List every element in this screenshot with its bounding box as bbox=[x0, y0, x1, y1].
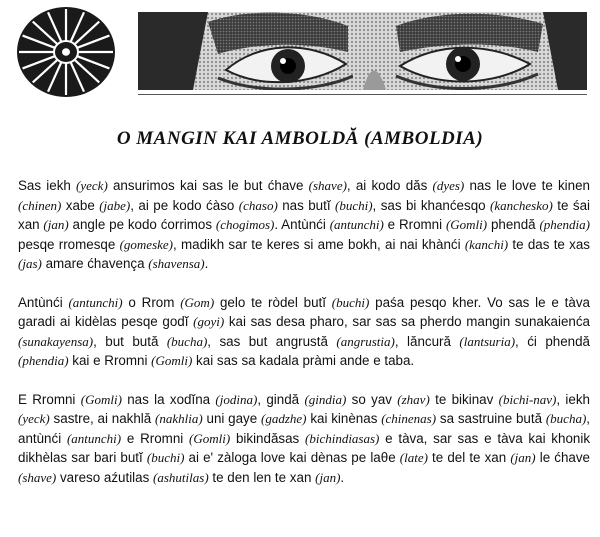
text-run: kai sas desa pharo, sar sas sa pherdo mangin sunakaienća bbox=[224, 314, 590, 329]
pronunciation-note: (jabe) bbox=[99, 197, 131, 213]
pronunciation-note: (Gomli) bbox=[80, 391, 122, 407]
pronunciation-note: (bichindiasas) bbox=[305, 430, 380, 446]
pronunciation-note: (bucha) bbox=[545, 411, 587, 426]
pronunciation-note: (bucha) bbox=[166, 333, 208, 349]
text-run: nas le love te kinen bbox=[464, 178, 590, 193]
text-run: . bbox=[204, 256, 209, 271]
text-run: , lăncură bbox=[394, 333, 460, 349]
text-run: te das te xas bbox=[508, 236, 590, 252]
text-run: , madikh sar te keres si ame bokh, ai nai khànći bbox=[173, 236, 465, 252]
pronunciation-note: (jas) bbox=[18, 256, 42, 271]
eyes-banner-image bbox=[138, 12, 587, 90]
pronunciation-note: (jan) bbox=[43, 217, 69, 232]
pronunciation-note: (yeck) bbox=[76, 178, 108, 193]
text-run: uni gaye bbox=[202, 411, 262, 426]
pronunciation-note: (chogimos) bbox=[215, 217, 275, 232]
text-run: . bbox=[340, 469, 345, 485]
text-run: , gindă bbox=[257, 391, 305, 407]
pronunciation-note: (angrustia) bbox=[336, 333, 395, 349]
pronunciation-note: (Gomli) bbox=[445, 217, 488, 232]
story-body bbox=[18, 176, 590, 506]
text-run: angle pe kodo ćorrimos bbox=[68, 217, 216, 232]
text-run: vareso aźutilas bbox=[56, 469, 154, 485]
pronunciation-note: (shave) bbox=[18, 469, 57, 485]
text-run: kai e Rromni bbox=[68, 353, 152, 368]
pronunciation-note: (buchi) bbox=[331, 294, 370, 310]
pronunciation-note: (gomeske) bbox=[119, 236, 173, 252]
text-run: e tàva, sar sas e tàva kai khonik dikhèlas sar bari butĭ bbox=[18, 430, 591, 465]
romani-wheel-icon bbox=[16, 6, 116, 98]
text-run: e Rromni bbox=[383, 217, 446, 232]
text-run: , ći phendă bbox=[515, 333, 591, 349]
text-run: , but bută bbox=[93, 333, 167, 349]
text-run: , iekh bbox=[556, 391, 590, 407]
text-run: o Rrom bbox=[122, 294, 181, 310]
text-run: sastre, ai nakhlă bbox=[49, 411, 156, 426]
pronunciation-note: (gadzhe) bbox=[261, 411, 307, 426]
pronunciation-note: (kanchesko) bbox=[490, 197, 553, 213]
story-title: O MANGIN KAI AMBOLDĂ (AMBOLDIA) bbox=[116, 128, 484, 149]
pronunciation-note: (late) bbox=[399, 450, 428, 465]
text-run: so yav bbox=[346, 391, 398, 407]
pronunciation-note: (Gom) bbox=[180, 294, 215, 310]
text-run: Sas iekh bbox=[18, 178, 77, 193]
text-run: nas butĭ bbox=[277, 197, 335, 213]
pronunciation-note: (ashutilas) bbox=[153, 469, 209, 485]
text-run: kai sas sa kadala pràmi ande e taba. bbox=[192, 353, 415, 368]
text-run: , ai pe kodo ćàso bbox=[130, 197, 239, 213]
pronunciation-note: (dyes) bbox=[432, 178, 465, 193]
header-rule bbox=[138, 94, 587, 95]
pronunciation-note: (chinen) bbox=[18, 197, 62, 213]
text-run: te den len te xan bbox=[208, 469, 316, 485]
pronunciation-note: (shavensa) bbox=[148, 256, 205, 271]
pronunciation-note: (kanchi) bbox=[464, 236, 509, 252]
text-run: , ai kodo dăs bbox=[346, 178, 433, 193]
pronunciation-note: (lantsuria) bbox=[459, 333, 516, 349]
pronunciation-note: (nakhlia) bbox=[155, 411, 203, 426]
pronunciation-note: (Gomli) bbox=[151, 353, 193, 368]
text-run: nas la xodĭna bbox=[121, 391, 216, 407]
pronunciation-note: (Gomli) bbox=[189, 430, 231, 446]
pronunciation-note: (jan) bbox=[510, 450, 536, 465]
text-run: te śai xan bbox=[18, 197, 590, 232]
pronunciation-note: (yeck) bbox=[18, 411, 50, 426]
pronunciation-note: (phendia) bbox=[18, 353, 69, 368]
text-run: kai kinènas bbox=[306, 411, 382, 426]
text-run: Antùnći bbox=[18, 294, 69, 310]
pronunciation-note: (jodina) bbox=[215, 391, 258, 407]
text-run: , antùnći bbox=[18, 411, 591, 446]
text-run: ansurimos kai sas le but ćhave bbox=[107, 178, 309, 193]
pronunciation-note: (buchi) bbox=[146, 450, 185, 465]
text-run: e Rromni bbox=[121, 430, 190, 446]
text-run: bikindăsas bbox=[230, 430, 305, 446]
page-header bbox=[0, 0, 600, 100]
pronunciation-note: (jan) bbox=[315, 469, 341, 485]
pronunciation-note: (antunchi) bbox=[66, 430, 122, 446]
text-run: amare ćhavença bbox=[41, 256, 149, 271]
text-run: . Antùnći bbox=[274, 217, 330, 232]
pronunciation-note: (bichi-nav) bbox=[498, 391, 557, 407]
pronunciation-note: (goyi) bbox=[193, 314, 225, 329]
pronunciation-note: (chaso) bbox=[238, 197, 278, 213]
text-run: paśa pesqo kher. Vo sas le e tàva garadi ai kidèlas pesqe godĭ bbox=[18, 294, 590, 329]
pronunciation-note: (antunchi) bbox=[68, 294, 123, 310]
text-run: gelo te ròdel butĭ bbox=[214, 294, 332, 310]
pronunciation-note: (antunchi) bbox=[329, 217, 384, 232]
pronunciation-note: (buchi) bbox=[335, 197, 373, 213]
text-run: le ćhave bbox=[535, 450, 590, 465]
text-run: , sas bi khanćesqo bbox=[372, 197, 491, 213]
text-run: xabe bbox=[61, 197, 100, 213]
pronunciation-note: (chinenas) bbox=[381, 411, 437, 426]
pronunciation-note: (gindia) bbox=[304, 391, 347, 407]
text-run: te del te xan bbox=[427, 450, 511, 465]
text-run: E Rromni bbox=[18, 391, 81, 407]
pronunciation-note: (zhav) bbox=[397, 391, 430, 407]
story-paragraph bbox=[18, 390, 590, 488]
story-paragraph bbox=[18, 293, 590, 371]
story-paragraph bbox=[18, 176, 590, 274]
text-run: , sas but angrustă bbox=[207, 333, 337, 349]
pronunciation-note: (shave) bbox=[308, 178, 347, 193]
pronunciation-note: (sunakayensa) bbox=[18, 333, 94, 349]
text-run: sa sastruine bută bbox=[436, 411, 546, 426]
text-run: phendă bbox=[487, 217, 540, 232]
text-run: ai e' zàloga love kai dènas pe laθe bbox=[184, 450, 400, 465]
pronunciation-note: (phendia) bbox=[539, 217, 590, 232]
text-run: te bikinav bbox=[429, 391, 499, 407]
text-run: pesqe rromesqe bbox=[18, 236, 120, 252]
